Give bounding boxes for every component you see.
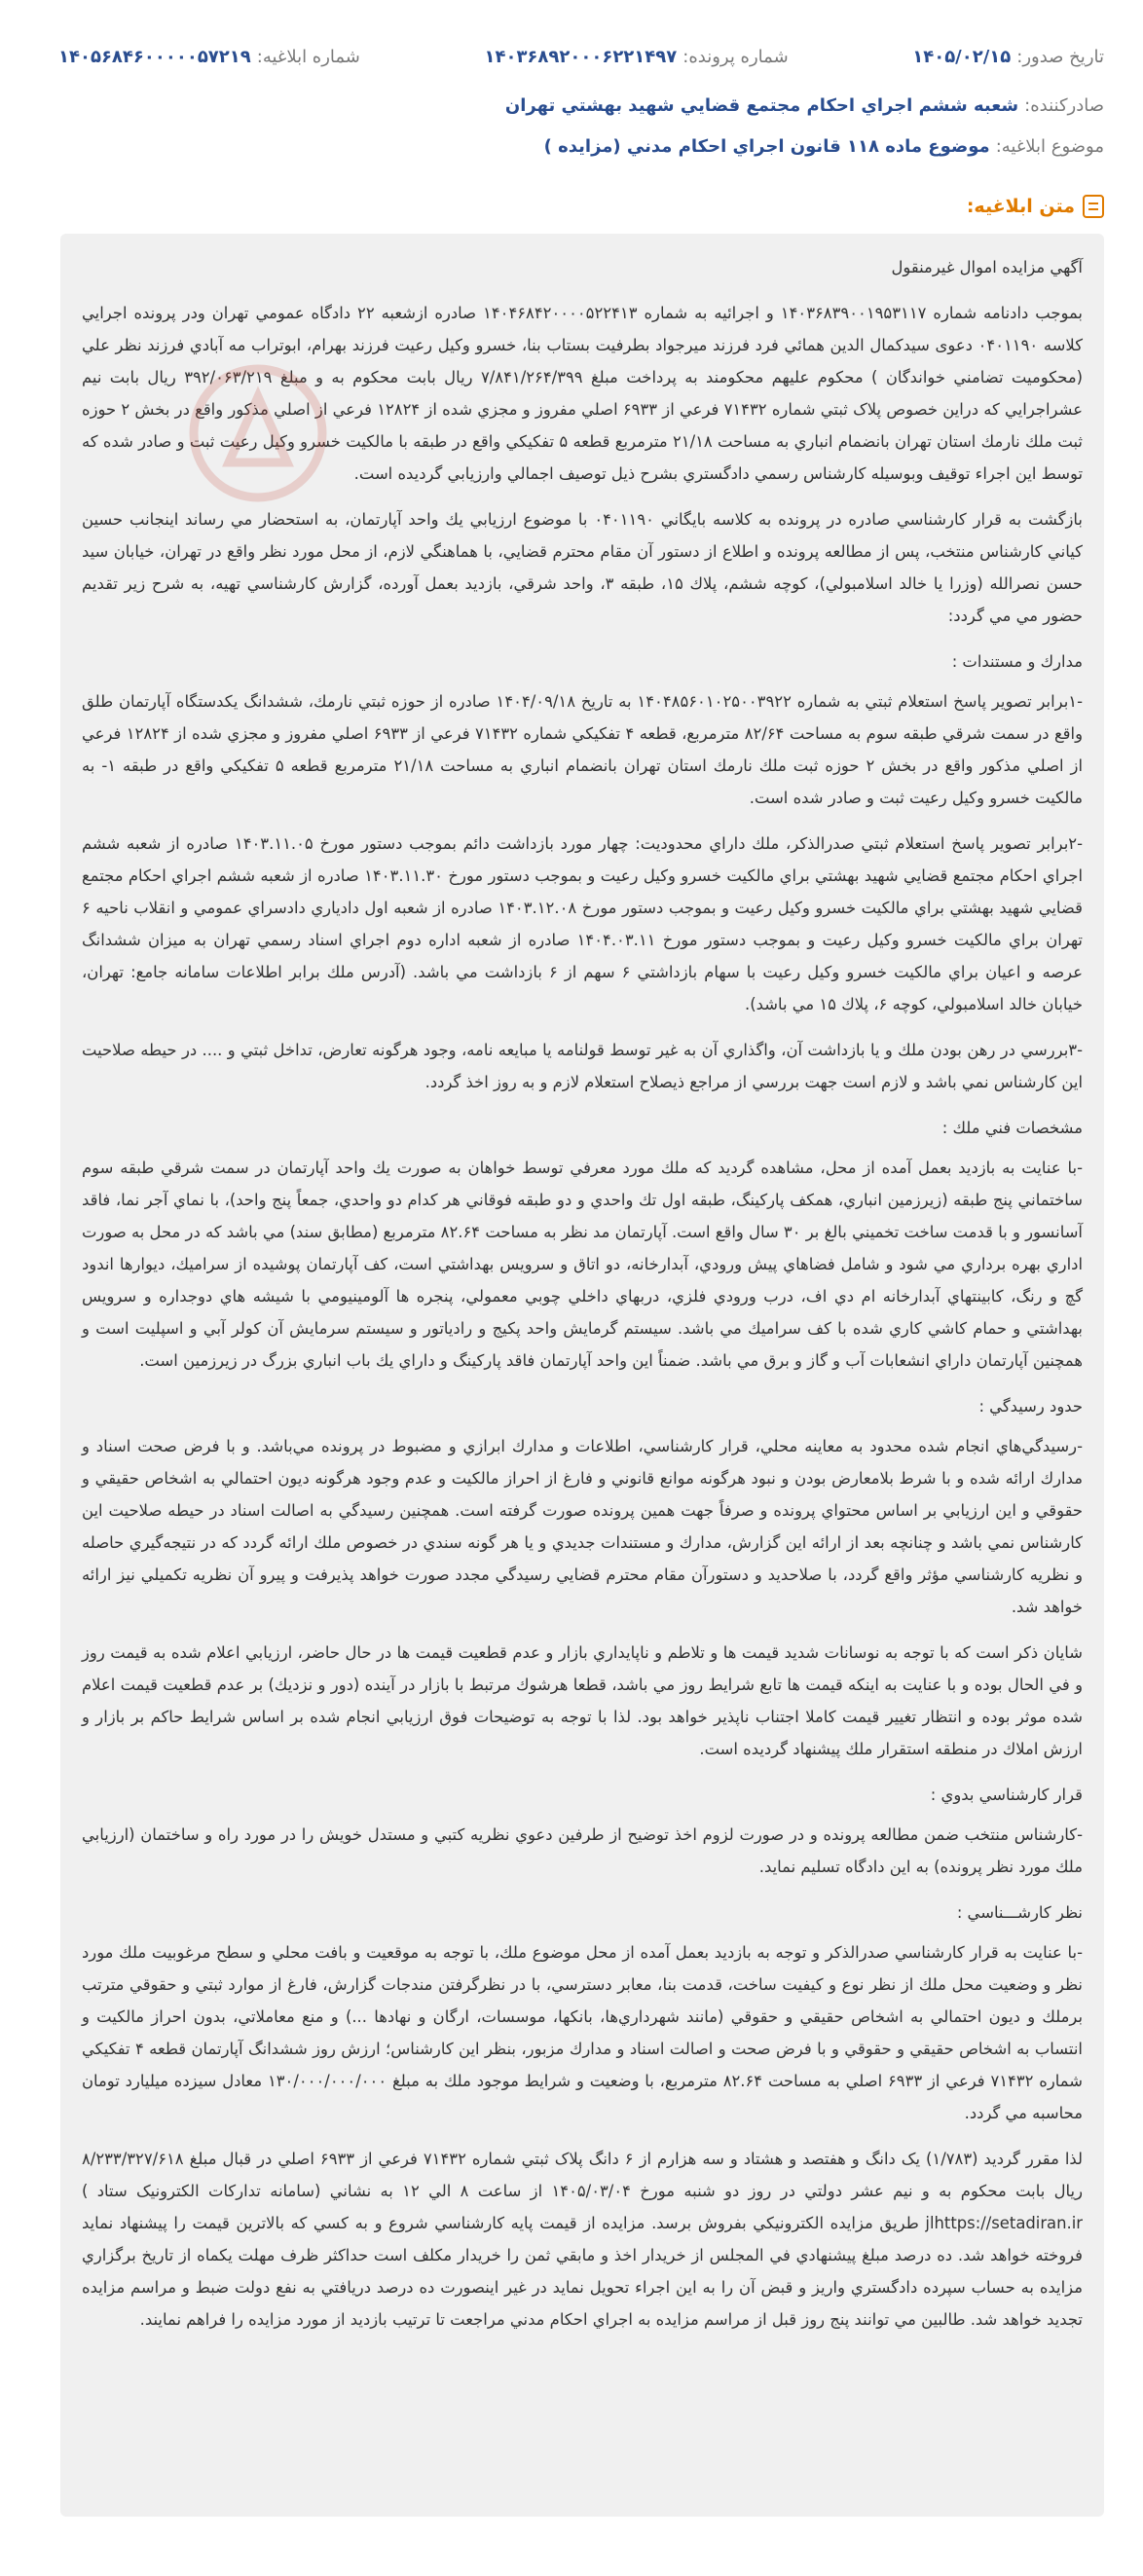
notice-paragraph-doc3: -۳بررسي در رهن بودن ملك و يا بازداشت آن، واگذاري آن به غير توسط قولنامه يا مبايعه نامه، وجود هرگونه تعارض، تداخل ثبتي و .... در حيطه صلاحيت اين کارشناس نمي باشد و لازم است جهت بررسي از مراجع ذيصلاح استعلام لازم و به روز اخذ گردد. [82, 1041, 1083, 1091]
section-heading-specs: مشخصات فني ملك : [941, 1119, 1083, 1137]
notice-number-field [58, 47, 360, 67]
section-heading-opinion: نظر کارشـــناسي : [956, 1903, 1083, 1922]
issuer-value: شعبه ششم اجراي احکام مجتمع قضايي شهيد بهشتي تهران [504, 95, 1019, 116]
notice-paragraph-specs: -با عنايت به بازديد بعمل آمده از محل، مشاهده گرديد که ملك مورد معرفي توسط خواهان به صورت يك واحد آپارتمان در سمت شرقي طبقه سوم ساختماني پنج طبقه (زيرزمين انباري، همکف پارکينگ، طبقه اول تك واحدي و دو طبقه فوقاني هر کدام دو واحدي، جمعاً پنج واحد)، با نماي آجر نما، فاقد آسانسور و با قدمت ساخت تخميني بالغ بر ۳۰ سال واقع است. آپارتمان مد نظر به مساحت ۸۲.۶۴ مترمربع (مطابق سند) مي باشد که در محل به صورت اداري بهره برداري مي شود و شامل فضاهاي پيش ورودي، آبدارخانه، دو اتاق و سرويس بهداشتي است، کف آپارتمان پوشيده از سراميك، ديوارها اندود گچ و رنگ، کابينتهاي آبدارخانه ام دي اف، درب ورودي فلزي، دربهاي داخلي چوبي معمولي، پنجره ها آلومينيومي با شيشه هاي دوجداره و سرويس بهداشتي و حمام کاشي کاري شده با کف سراميك مي باشد. سيستم گرمايش واحد پکيج و رادياتور و سيستم سرمايش آن کولر آبي و اسپليت است و همچنين آپارتمان داراي انشعابات آب و گاز و برق مي باشد. ضمناً اين واحد آپارتمان فاقد پارکينگ و داراي يك باب انباري بزرگ در زيرزمين است. [82, 1159, 1083, 1370]
case-number-field [484, 47, 788, 67]
subject-label: موضوع ابلاغيه: [995, 136, 1104, 157]
issue-date-label: تاريخ صدور: [1016, 47, 1104, 67]
case-number-label: شماره پرونده: [682, 47, 789, 67]
notice-body [60, 234, 1104, 2517]
document-icon [1083, 195, 1104, 218]
notice-number: ۱۴۰۵۶۸۴۶۰۰۰۰۰۵۷۲۱۹ [58, 47, 251, 67]
notice-paragraph-opinion: -با عنايت به قرار کارشناسي صدرالذکر و توجه به بازديد بعمل آمده از محل موضوع ملك، با توجه به موقعيت و بافت محلي و سطح مرغوبيت ملك مورد نظر و وضعيت محل ملك از نظر نوع و کيفيت ساخت، قدمت بنا، معابر دسترسي، با در نظرگرفتن مندجات گزارش، فارغ از موارد ثبتي و حقوقي مترتب برملك و ديون احتمالي به اشخاص حقيقي و حقوقي (مانند شهرداري‌ها، بانکها، موسسات، ارگان و نهادها ...) و منع معاملاتي، بدون احراز مالکيت و انتساب به اشخاص حقيقي و حقوقي و با فرض صحت و اصالت اسناد و مدارك مزبور، بنظر اين کارشناس؛ ارزش روز ششدانگ آپارتمان قطعه ۴ تفکيکي شماره ۷۱۴۳۲ فرعي از ۶۹۳۳ اصلي به مساحت ۸۲.۶۴ مترمربع، با وضعيت و شرايط موجود ملك به مبلغ ۱۳۰/۰۰۰/۰۰۰/۰۰۰ معادل سيزده ميليارد تومان محاسبه مي گردد. [82, 1943, 1084, 2122]
notice-paragraph-scope: -رسيدگي‌هاي انجام شده محدود به معاينه محلي، قرار کارشناسي، اطلاعات و مدارك ابرازي و مضبوط در پرونده مي‌باشد. و با فرض صحت اسناد و مدارك ارائه شده و با شرط بلامعارض بودن و نبود هرگونه موانع قانوني و فارغ از احراز مالکيت و عدم وجود هرگونه ديون احتمالي به اشخاص حقيقي و حقوقي و اين ارزيابي بر اساس محتواي پرونده و صرفاً جهت همين پرونده صورت گرفته است. همچنين رسيدگي به اصالت اسناد در حيطه صلاحيت اين کارشناس نمي باشد و چنانچه بعد از ارائه اين گزارش، مدارك و مستندات جديدي و يا هر گونه سندي در خصوص ملك ارائه گردد که در نتيجه‌گيري حاصله و نظريه کارشناسي مؤثر واقع گردد، با صلاحديد و دستورآن مقام محترم قضايي رسيدگي مجدد صورت خواهد پذيرفت و پيرو آن نظريه تکميلي نيز ارائه خواهد شد. [82, 1437, 1083, 1616]
section-heading-documents: مدارك و مستندات : [951, 652, 1083, 671]
header-row [58, 47, 1104, 67]
issuer-label: صادرکننده: [1024, 95, 1104, 116]
notice-paragraph-return: بازگشت به قرار کارشناسي صادره در پرونده به کلاسه بايگاني ۰۴۰۱۱۹۰ با موضوع ارزيابي يك واحد آپارتمان، به استحضار مي رساند اينجانب حسين کياني کارشناس منتخب، پس از مطالعه پرونده و اطلاع از دستور آن مقام محترم قضايي، با هماهنگي لازم، از محل مورد نظر واقع در تهران، خيابان سيد حسن نصرالله (وزرا يا خالد اسلامبولي)، کوچه ششم، پلاك ۱۵، طبقه ۳، واحد شرقي، بازديد بعمل آورده، گزارش کارشناسي تهيه، به شرح زير تقديم حضور مي مي گردد: [82, 510, 1084, 625]
notice-paragraph-intro: بموجب دادنامه شماره ۱۴۰۳۶۸۳۹۰۰۱۹۵۳۱۱۷ و اجرائيه به شماره ۱۴۰۴۶۸۴۲۰۰۰۰۵۲۲۴۱۳ صادره ازشعبه ۲۲ دادگاه عمومي تهران ودر پرونده اجرايي کلاسه ۰۴۰۱۱۹۰ دعوی سيدکمال الدين همائي فرد فرزند ميرجواد بطرفيت بستاب بنا، خسرو وکيل رعيت فرزند بهرام، ابوتراب مه آبادي فرزند نظر علي (محکوميت تضامني خواندگان ) محکوم عليهم محکومند به پرداخت مبلغ ۷/۸۴۱/۲۶۴/۳۹۹ ريال بابت محکوم به و مبلغ ۳۹۲/۰۶۳/۲۱۹ ريال بابت نيم عشراجرايي که دراين خصوص پلاک ثبتي شماره ۷۱۴۳۲ فرعي از ۶۹۳۳ اصلي مفروز و مجزي شده از ۱۲۸۲۴ فرعي از اصلي مذکور واقع در بخش ۲ حوزه ثبت ملك نارمك استان تهران بانضمام انباري به مساحت ۲۱/۱۸ مترمربع قطعه ۵ تفکيکي واقع در طبقه با مالکيت خسرو وکيل رعيت ثبت و صادر شده که توسط اين اجراء توقيف وبوسيله کارشناس رسمي دادگستري بشرح ذيل توصيف اجمالي وارزيابي گرديده است. [82, 304, 1084, 483]
issue-date: ۱۴۰۵/۰۲/۱۵ [912, 47, 1012, 67]
section-heading-order: قرار کارشناسي بدوي : [930, 1785, 1083, 1804]
notice-paragraph-doc2: -۲برابر تصوير پاسخ استعلام ثبتي صدرالذکر، ملك داراي محدوديت: چهار مورد بازداشت دائم بموجب دستور مورخ ۱۴۰۳.۱۱.۰۵ صادره از شعبه ششم اجراي احکام مجتمع قضايي شهيد بهشتي براي مالکيت خسرو وکيل رعيت و بموجب دستور مورخ ۱۴۰۳.۱۱.۳۰ صادره از شعبه ششم اجراي احکام مجتمع قضايي شهيد بهشتي براي مالکيت خسرو وکيل رعيت و بموجب دستور مورخ ۱۴۰۳.۱۲.۰۸ صادره از شعبه اول دادياري دادسراي عمومي و انقلاب ناحيه ۶ تهران براي مالکيت خسرو وکيل رعيت و بموجب دستور مورخ ۱۴۰۴.۰۳.۱۱ صادره از شعبه اداره دوم اجراي اسناد رسمي تهران به ميزان ششدانگ عرصه و اعيان براي مالکيت خسرو وکيل رعيت با سهام بازداشتي ۶ سهم از ۶ بازداشت مي باشد. (آدرس ملك برابر اطلاعات سامانه جامع: تهران، خيابان خالد اسلامبولي، کوچه ۶، پلاك ۱۵ مي باشد). [82, 834, 1083, 1013]
case-number: ۱۴۰۳۶۸۹۲۰۰۰۶۲۲۱۴۹۷ [484, 47, 678, 67]
section-heading-scope: حدود رسيدگي : [978, 1397, 1083, 1416]
notice-number-label: شماره ابلاغيه: [256, 47, 360, 67]
notice-paragraph-market: شايان ذکر است که با توجه به نوسانات شديد قيمت ها و تلاطم و ناپايداري بازار و عدم قطعيت قيمت ها در حال حاضر، ارزيابي اعلام شده به قيمت روز و في الحال بوده و با عنايت به اينکه قيمت ها تابع شرايط روز مي باشد، قطعا هرشوك مرتبط با بازار در آينده (دور و نزديك) بر عدم قطعيت قيمت اعلام شده موثر بوده و انتظار تغيير قيمت کاملا اجتناب ناپذير خواهد بود. لذا با توجه به توضيحات فوق ارزيابي انجام شده بر اساس شرايط حاکم بر بازار و ارزش املاك در منطقه استقرار ملك پيشنهاد گرديده است. [82, 1643, 1083, 1758]
issuer-line [505, 95, 1104, 116]
notice-title-text: متن ابلاغيه: [966, 196, 1075, 217]
notice-paragraph-doc1: -۱برابر تصوير پاسخ استعلام ثبتي به شماره ۱۴۰۴۸۵۶۰۱۰۲۵۰۰۳۹۲۲ به تاريخ ۱۴۰۴/۰۹/۱۸ صادره از حوزه ثبتي نارمك، ششدانگ يکدستگاه آپارتمان طلق واقع در سمت شرقي طبقه سوم به مساحت ۸۲/۶۴ مترمربع، قطعه ۴ تفکيکي شماره ۷۱۴۳۲ فرعي از ۶۹۳۳ اصلي مفروز و مجزي شده از ۱۲۸۲۴ فرعي از اصلي مذکور واقع در بخش ۲ حوزه ثبت ملك نارمك استان تهران بانضمام انباري به مساحت ۲۱/۱۸ مترمربع قطعه ۵ تفکيکي واقع در طبقه ۱- به مالکيت خسرو وکيل رعيت ثبت و صادر شده است. [82, 692, 1084, 807]
notice-paragraph-order: -کارشناس منتخب ضمن مطالعه پرونده و در صورت لزوم اخذ توضيح از طرفين دعوي نظريه کتبي و مستدل خويش را در مورد راه و ساختمان (ارزيابي ملك مورد نظر پرونده) به اين دادگاه تسليم نمايد. [82, 1825, 1083, 1876]
notice-heading: آگهي مزايده اموال غيرمنقول [891, 258, 1083, 276]
subject-value: موضوع ماده ۱۱۸ قانون اجراي احکام مدني (مزايده ) [543, 136, 990, 157]
notice-paragraph-auction: لذا مقرر گرديد (۱/۷۸۳) يک دانگ و هفتصد و هشتاد و سه هزارم از ۶ دانگ پلاک ثبتي شماره ۷۱۴۳۲ فرعي از ۶۹۳۳ اصلي در قبال مبلغ ۸/۲۳۳/۳۲۷/۶۱۸ ريال بابت محکوم به و نيم عشر دولتي در روز دو شنبه مورخ ۱۴۰۵/۰۳/۰۴ از ساعت ۸ الي ۱۲ به نشاني (سامانه تدارکات الکترونيک ستاد ) jlhttps://setadiran.ir طريق مزايده الکترونيکي بفروش برسد. مزايده از قيمت پايه کارشناسي شروع و به کسي که بالاترين قيمت را پيشنهاد نمايد فروخته خواهد شد. ده درصد مبلغ پيشنهادي في المجلس از خريدار اخذ و مابقي ثمن را خريدار مکلف است حداکثر ظرف مهلت يکماه از تاريخ برگزاري مزايده به حساب سپرده دادگستري واريز و قبض آن را به اين اجراء تحويل نمايد در غير اينصورت ده درصد دريافتي به نفع دولت ضبط و مراسم مزايده تجديد خواهد شد. طالبين مي توانند پنج روز قبل از مراسم مزايده به اجراي احکام مدني مراجعت تا ترتيب بازديد از مورد مزايده را فراهم نمايند. [82, 2150, 1084, 2329]
notice-title [967, 195, 1104, 218]
issue-date-field [912, 47, 1104, 67]
subject-line [544, 136, 1104, 157]
